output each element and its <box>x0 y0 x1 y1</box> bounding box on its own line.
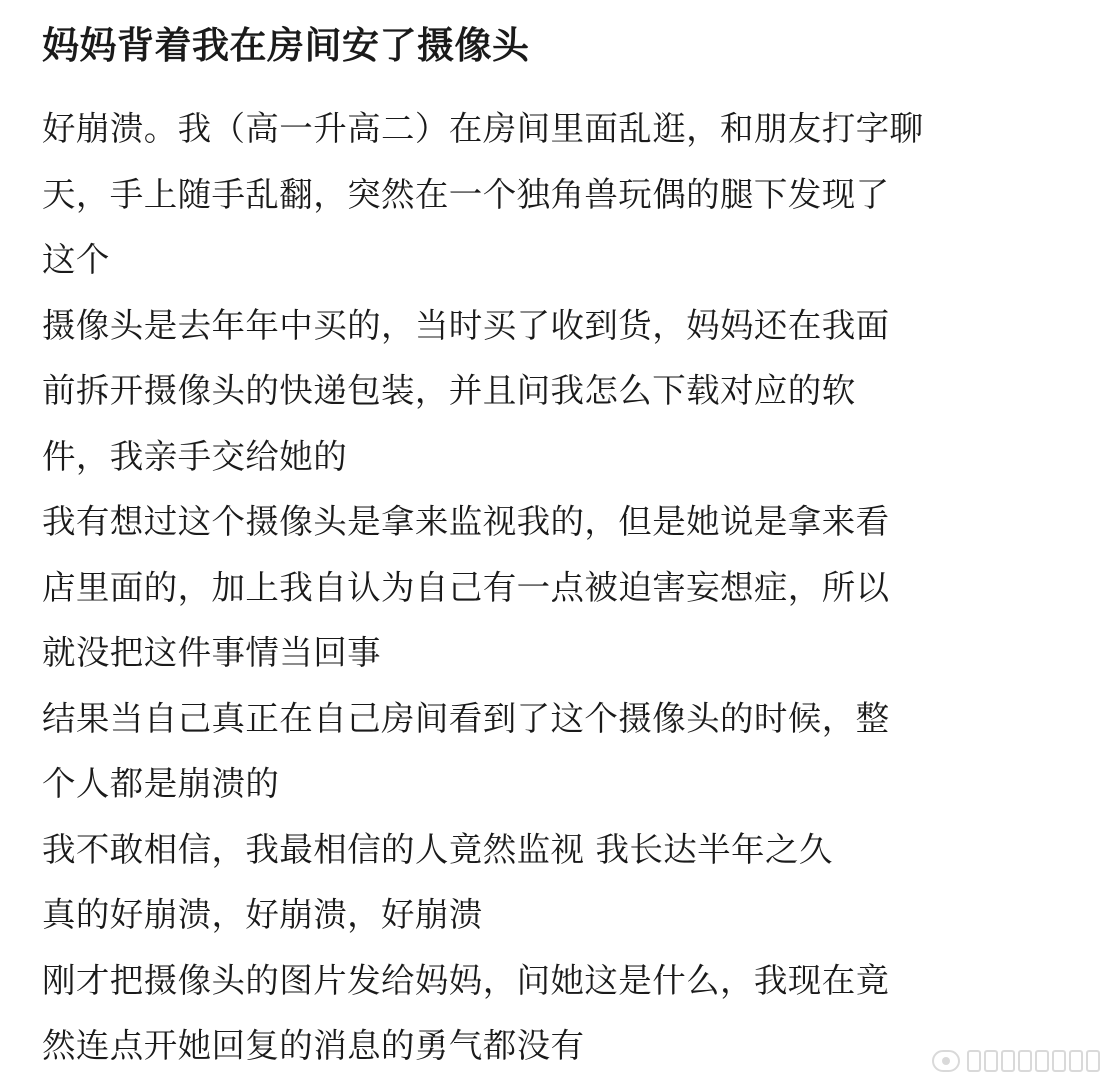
watermark-glyph-icon <box>1001 1050 1015 1072</box>
watermark-glyph-icon <box>967 1050 981 1072</box>
watermark-glyph-icon <box>1086 1050 1100 1072</box>
watermark-glyph-icon <box>1018 1050 1032 1072</box>
body-line: 我有想过这个摄像头是拿来监视我的，但是她说是拿来看 <box>42 502 890 541</box>
body-line: 好崩溃。我（高一升高二）在房间里面乱逛，和朋友打字聊 <box>42 109 924 148</box>
body-line: 前拆开摄像头的快递包装，并且问我怎么下载对应的软 <box>42 371 856 410</box>
body-line: 摄像头是去年年中买的，当时买了收到货，妈妈还在我面 <box>42 305 890 345</box>
body-line: 然连点开她回复的消息的勇气都没有 <box>42 1026 585 1065</box>
body-line: 结果当自己真正在自己房间看到了这个摄像头的时候，整 <box>42 698 890 738</box>
body-line: 件，我亲手交给她的 <box>42 436 348 476</box>
watermark-glyph-icon <box>1035 1050 1049 1072</box>
post-title: 妈妈背着我在房间安了摄像头 <box>42 24 530 67</box>
watermark-glyph-icon <box>984 1050 998 1072</box>
watermark-logo-icon <box>932 1050 960 1072</box>
weibo-watermark-icon <box>932 1050 1100 1072</box>
body-line: 店里面的，加上我自认为自己有一点被迫害妄想症，所以 <box>42 567 890 607</box>
body-line: 天，手上随手乱翻，突然在一个独角兽玩偶的腿下发现了 <box>42 174 890 214</box>
body-line: 这个 <box>42 240 110 279</box>
watermark-glyph-icon <box>1052 1050 1066 1072</box>
body-line: 刚才把摄像头的图片发给妈妈，问她这是什么，我现在竟 <box>42 960 890 1000</box>
body-line: 就没把这件事情当回事 <box>42 633 381 672</box>
watermark-glyph-icon <box>1069 1050 1083 1072</box>
body-line: 我不敢相信，我最相信的人竟然监视 我长达半年之久 <box>42 829 833 869</box>
post-body <box>42 96 1102 1079</box>
body-line: 真的好崩溃，好崩溃，好崩溃 <box>42 895 483 934</box>
body-line: 个人都是崩溃的 <box>42 764 280 803</box>
